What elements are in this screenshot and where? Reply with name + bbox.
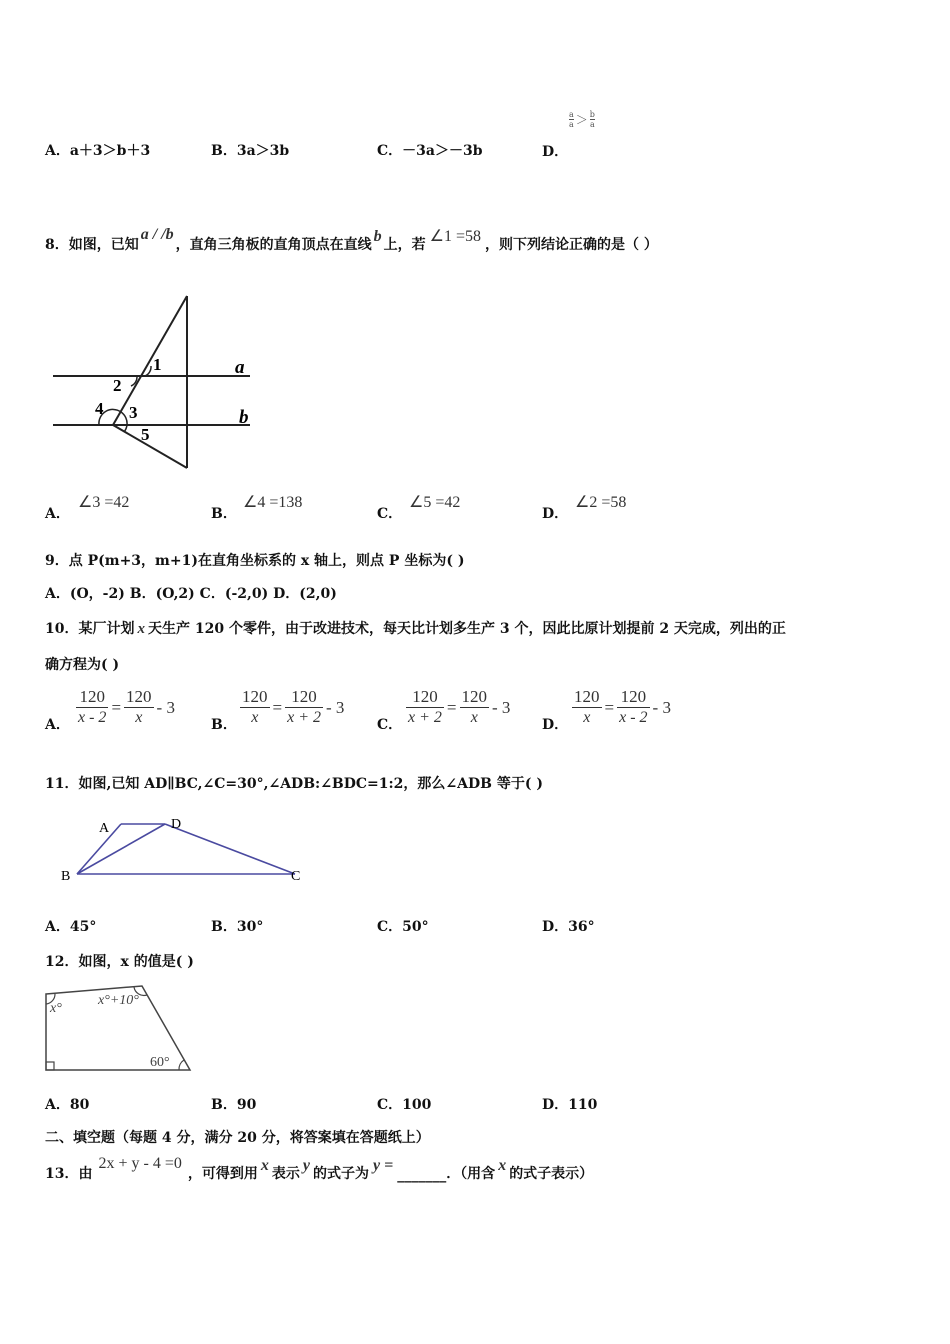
angle-label-x-plus-10: x°+10° <box>98 993 139 1008</box>
angle-label-5: 5 <box>141 425 150 444</box>
q7-option-a: A．a＋3＞b＋3 <box>45 143 151 159</box>
angle-label-3: 3 <box>129 403 138 422</box>
angle-label-60: 60° <box>150 1055 170 1070</box>
angle-label-1: 1 <box>153 355 162 374</box>
q12-figure <box>40 982 200 1077</box>
segment-bd <box>77 824 165 874</box>
q11-option-d: D．36° <box>542 919 595 935</box>
q12-stem: 12．如图，x 的值是( ) <box>45 954 194 970</box>
q12-option-b: B．90 <box>211 1097 257 1113</box>
q8-option-d: ∠2 =58 <box>575 494 627 511</box>
q13-stem: 13．由 2x + y - 4 =0 ，可得到用 x 表示 y 的式子为 y = _______ ．（用含 x 的式子表示） <box>45 1155 594 1183</box>
q8-option-c-label: C． <box>377 506 403 522</box>
q8-option-d-label: D． <box>542 506 569 522</box>
q10-option-a-label: A． <box>45 717 70 733</box>
q8-option-b-label: B． <box>211 506 237 522</box>
answer-blank[interactable]: _______ <box>397 1167 447 1183</box>
q11-stem: 11．如图,已知 AD∥BC,∠C=30°,∠ADB:∠BDC=1:2，那么∠ADB 等于( ) <box>45 776 543 792</box>
vertex-label-a: A <box>99 821 110 836</box>
q7-option-c: C．－3a＞－3b <box>377 143 483 159</box>
q11-option-b: B．30° <box>211 919 264 935</box>
q11-option-c: C．50° <box>377 919 429 935</box>
q7-option-b: B．3a＞3b <box>211 143 290 159</box>
line-label-b: b <box>239 407 249 428</box>
right-angle-mark <box>46 1062 54 1070</box>
q7-option-d-expression: $\frac{a}{a}$ ＞ $\frac{b}{a}$ <box>569 110 595 129</box>
q10-stem: 10．某厂计划 x 天生产 120 个零件，由于改进技术，每天比计划多生产 3 个，因此比原计划提前 2 天完成，列出的正 <box>45 621 786 637</box>
angle-label-2: 2 <box>113 376 122 395</box>
section-2-title: 二、填空题（每题 4 分，满分 20 分，将答案填在答题纸上） <box>45 1130 430 1146</box>
q12-option-d: D．110 <box>542 1097 598 1113</box>
q10-option-d-equation: $\frac{120}{x}$ = $\frac{120}{x - 2}$ - 3 <box>574 687 671 726</box>
q11-option-a: A．45° <box>45 919 97 935</box>
segment-dc <box>165 824 295 874</box>
q8-stem: 8．如图，已知 a / /b ，直角三角板的直角顶点在直线 b 上，若 ∠1 =58 ，则下列结论正确的是（ ） <box>45 226 658 253</box>
q12-option-c: C．100 <box>377 1097 432 1113</box>
q10-option-d-label: D． <box>542 717 569 733</box>
q9-stem: 9．点 P(m+3，m+1)在直角坐标系的 x 轴上，则点 P 坐标为( ) <box>45 553 465 569</box>
q11-figure <box>55 812 315 887</box>
q10-option-c-equation: $\frac{120}{x + 2}$ = $\frac{120}{x}$ - 3 <box>408 687 511 726</box>
q8-option-b: ∠4 =138 <box>243 494 303 511</box>
triangle-hypotenuse <box>113 296 187 425</box>
q8-option-a-label: A． <box>45 506 70 522</box>
q7-option-d-label: D． <box>542 144 569 160</box>
line-label-a: a <box>235 357 245 378</box>
angle-label-x: x° <box>50 1001 62 1016</box>
q10-stem-line2: 确方程为( ) <box>45 657 120 673</box>
vertex-label-c: C <box>291 869 301 884</box>
q8-option-c: ∠5 =42 <box>409 494 461 511</box>
vertex-label-d: D <box>171 817 182 832</box>
q10-option-b-equation: $\frac{120}{x}$ = $\frac{120}{x + 2}$ - 3 <box>242 687 345 726</box>
q8-figure <box>45 290 275 480</box>
vertex-label-b: B <box>61 869 71 884</box>
angle-label-4: 4 <box>95 399 104 418</box>
q10-option-b-label: B． <box>211 717 237 733</box>
q10-option-a-equation: $\frac{120}{x - 2}$ = $\frac{120}{x}$ - 3 <box>78 687 175 726</box>
q12-option-a: A．80 <box>45 1097 90 1113</box>
q9-options: A．(O，-2) B．(O,2) C．(-2,0) D．(2,0) <box>45 586 337 602</box>
q8-option-a: ∠3 =42 <box>78 494 130 511</box>
q10-option-c-label: C． <box>377 717 403 733</box>
